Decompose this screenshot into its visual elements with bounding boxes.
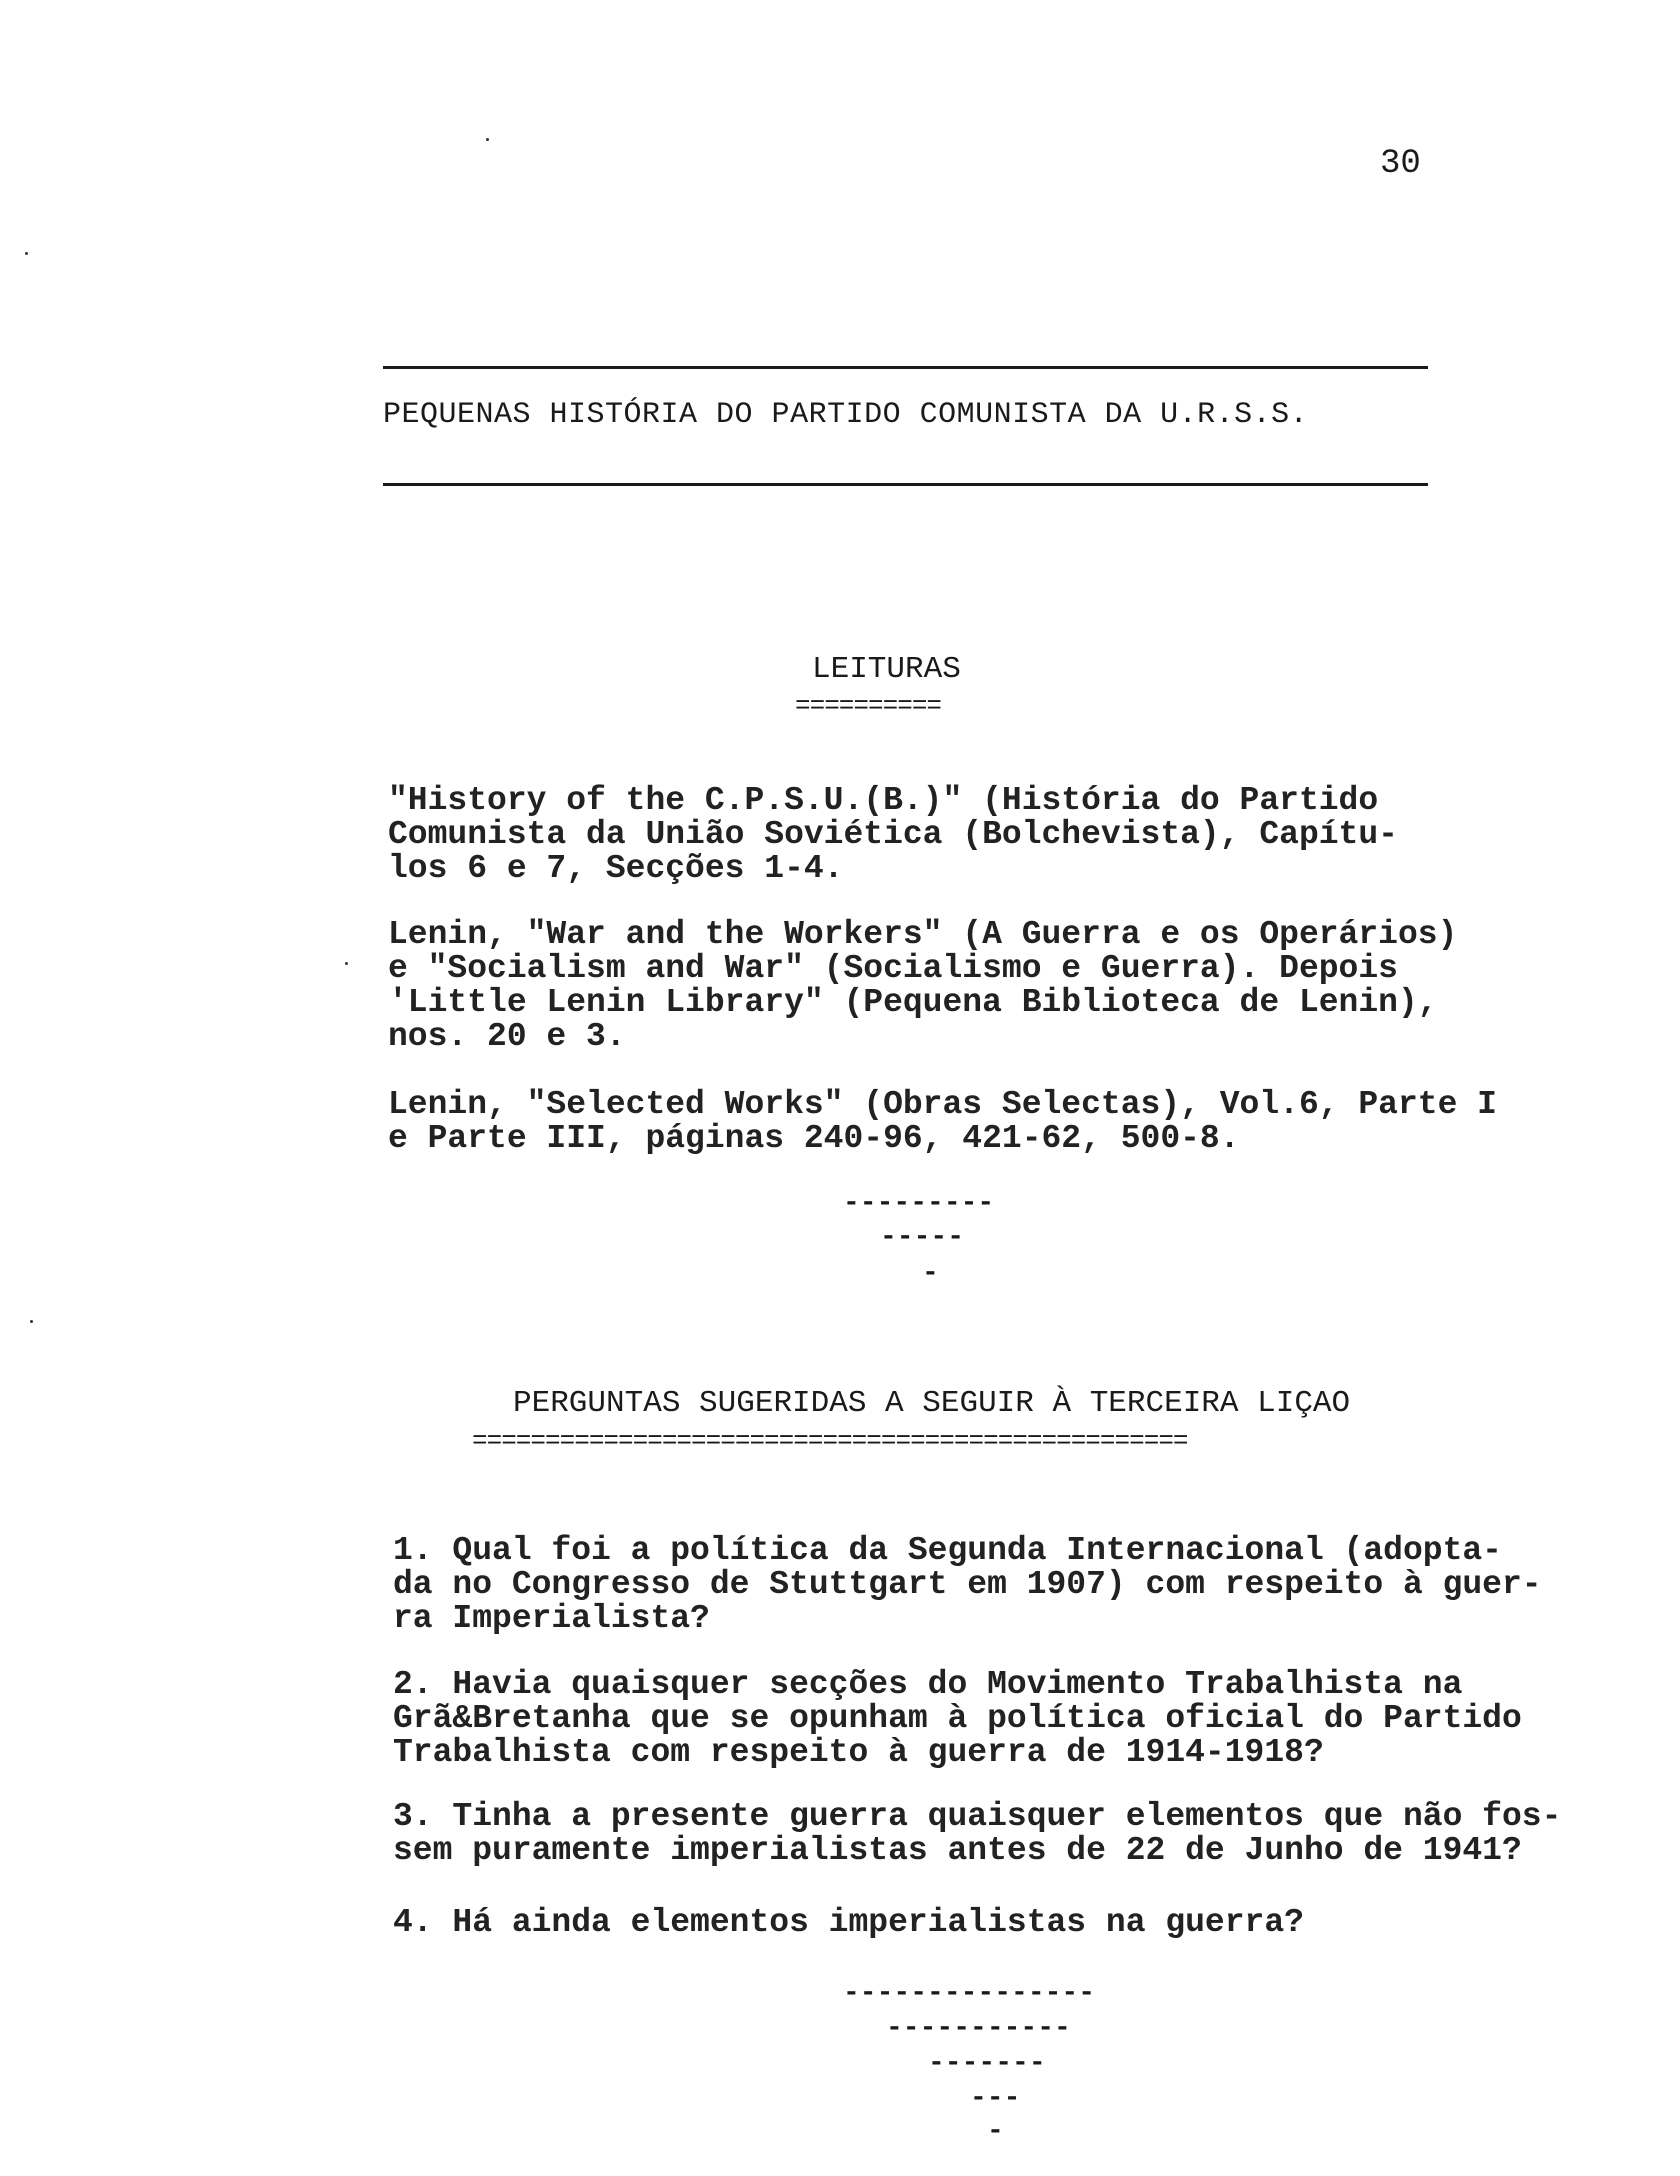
scan-speck (25, 252, 28, 255)
questions-heading-underline: ================================================= (472, 1426, 1188, 1456)
reading-item-2: Lenin, "War and the Workers" (A Guerra e os Operários) e "Socialism and War" (Socialismo e Guerra). Depois 'Little Lenin Library" (Pequena Biblioteca de Lenin), nos. 20 e 3. (388, 916, 1458, 1055)
title-top-rule (383, 366, 1428, 369)
questions-heading: PERGUNTAS SUGERIDAS A SEGUIR À TERCEIRA LIÇAO (513, 1386, 1351, 1421)
readings-heading-underline: ========== (795, 691, 942, 721)
separator-2-line-5: - (987, 2116, 1004, 2147)
scan-speck (345, 962, 348, 965)
question-2: 2. Havia quaisquer secções do Movimento Trabalhista na Grã&Bretanha que se opunham à política oficial do Partido Trabalhista com respeito à guerra de 1914-1918? (393, 1666, 1522, 1771)
scan-speck (30, 1320, 33, 1323)
separator-1-line-2: ----- (880, 1222, 965, 1253)
separator-2-line-2: ----------- (886, 2013, 1071, 2044)
question-1: 1. Qual foi a política da Segunda Internacional (adopta- da no Congresso de Stuttgart em 1907) com respeito à guer- ra Imperialista? (393, 1532, 1542, 1637)
separator-2-line-3: ------- (928, 2048, 1046, 2079)
document-title: PEQUENAS HISTÓRIA DO PARTIDO COMUNISTA DA U.R.S.S. (383, 398, 1309, 432)
page-number: 30 (1380, 145, 1421, 183)
separator-1-line-3: - (922, 1258, 939, 1289)
title-bottom-rule (383, 483, 1428, 486)
readings-heading: LEITURAS (812, 652, 961, 687)
separator-2-line-4: --- (970, 2083, 1021, 2114)
reading-item-3: Lenin, "Selected Works" (Obras Selectas), Vol.6, Parte I e Parte III, páginas 240-96, 421-62, 500-8. (388, 1086, 1497, 1157)
question-3: 3. Tinha a presente guerra quaisquer elementos que não fos- sem puramente imperialistas antes de 22 de Junho de 1941? (393, 1798, 1562, 1869)
reading-item-1: "History of the C.P.S.U.(B.)" (História do Partido Comunista da União Soviética (Bolchevista), Capítu- los 6 e 7, Secções 1-4. (388, 782, 1398, 887)
separator-1-line-1: --------- (843, 1188, 995, 1219)
scan-speck (486, 138, 489, 141)
separator-2-line-1: --------------- (843, 1978, 1096, 2009)
question-4: 4. Há ainda elementos imperialistas na guerra? (393, 1904, 1304, 1941)
